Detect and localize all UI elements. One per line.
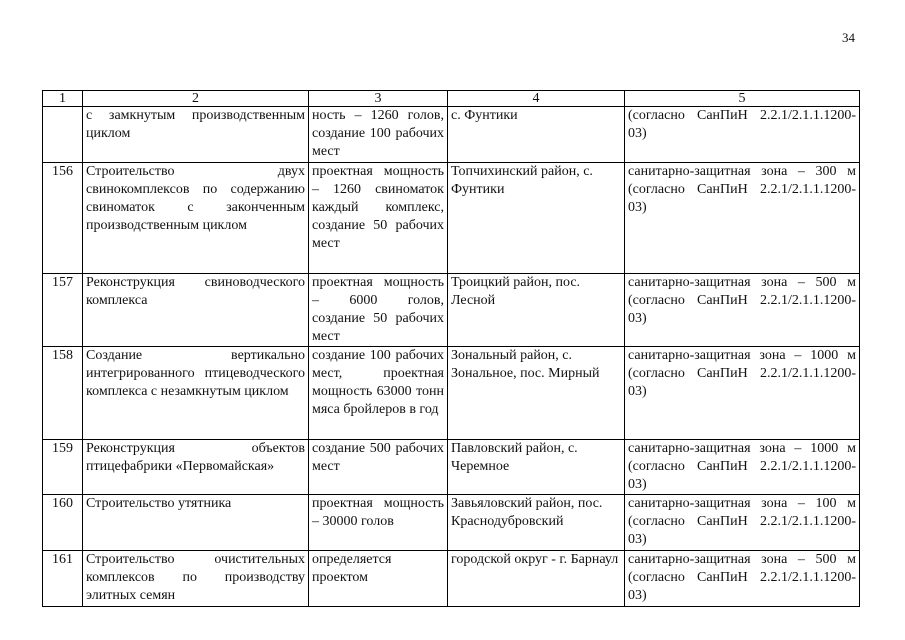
row-number: 161	[43, 551, 83, 607]
column-header-3: 3	[309, 91, 448, 107]
location: Троицкий район, пос. Лесной	[448, 274, 625, 347]
location: с. Фунтики	[448, 107, 625, 163]
row-number: 158	[43, 347, 83, 440]
capacity: проектная мощность – 1260 свиноматок каждый комплекс, создание 50 рабочих мест	[309, 163, 448, 274]
location: Зональный район, с. Зональное, пос. Мирный	[448, 347, 625, 440]
sanitary-zone: санитарно-защитная зона – 1000 м (согласно СанПиН 2.2.1/2.1.1.1200-03)	[625, 347, 860, 440]
column-header-4: 4	[448, 91, 625, 107]
sanitary-zone: санитарно-защитная зона – 1000 м (согласно СанПиН 2.2.1/2.1.1.1200-03)	[625, 440, 860, 495]
location: Павловский район, с. Черемное	[448, 440, 625, 495]
project-name: Создание вертикально интегрированного птицеводческого комплекса с незамкнутым циклом	[83, 347, 309, 440]
table-row	[43, 495, 860, 551]
column-header-2: 2	[83, 91, 309, 107]
table-row	[43, 274, 860, 347]
table-row	[43, 440, 860, 495]
row-number: 160	[43, 495, 83, 551]
row-number	[43, 107, 83, 163]
capacity: проектная мощность – 6000 голов, создание 50 рабочих мест	[309, 274, 448, 347]
table-row	[43, 551, 860, 607]
sanitary-zone: санитарно-защитная зона – 100 м (согласно СанПиН 2.2.1/2.1.1.1200-03)	[625, 495, 860, 551]
sanitary-zone: санитарно-защитная зона – 300 м (согласно СанПиН 2.2.1/2.1.1.1200-03)	[625, 163, 860, 274]
table-row	[43, 347, 860, 440]
project-name: Строительство двух свинокомплексов по содержанию свиноматок с законченным производственным циклом	[83, 163, 309, 274]
location: городской округ - г. Барнаул	[448, 551, 625, 607]
capacity: определяется проектом	[309, 551, 448, 607]
project-name: Строительство утятника	[83, 495, 309, 551]
page-number: 34	[842, 30, 855, 45]
capacity: ность – 1260 голов, создание 100 рабочих мест	[309, 107, 448, 163]
sanitary-zone: санитарно-защитная зона – 500 м (согласно СанПиН 2.2.1/2.1.1.1200-03)	[625, 274, 860, 347]
sanitary-zone: санитарно-защитная зона – 500 м (согласно СанПиН 2.2.1/2.1.1.1200-03)	[625, 551, 860, 607]
table-row	[43, 163, 860, 274]
row-number: 159	[43, 440, 83, 495]
project-name: Реконструкция объектов птицефабрики «Первомайская»	[83, 440, 309, 495]
location: Топчихинский район, с. Фунтики	[448, 163, 625, 274]
project-name: с замкнутым производственным циклом	[83, 107, 309, 163]
project-name: Строительство очистительных комплексов по производству элитных семян	[83, 551, 309, 607]
row-number: 156	[43, 163, 83, 274]
document-table	[42, 90, 860, 607]
location: Завьяловский район, пос. Краснодубровский	[448, 495, 625, 551]
capacity: создание 100 рабочих мест, проектная мощность 63000 тонн мяса бройлеров в год	[309, 347, 448, 440]
sanitary-zone: (согласно СанПиН 2.2.1/2.1.1.1200-03)	[625, 107, 860, 163]
table-row	[43, 107, 860, 163]
column-header-1: 1	[43, 91, 83, 107]
capacity: создание 500 рабочих мест	[309, 440, 448, 495]
row-number: 157	[43, 274, 83, 347]
table-header-row	[43, 91, 860, 107]
column-header-5: 5	[625, 91, 860, 107]
project-name: Реконструкция свиноводческого комплекса	[83, 274, 309, 347]
capacity: проектная мощность – 30000 голов	[309, 495, 448, 551]
